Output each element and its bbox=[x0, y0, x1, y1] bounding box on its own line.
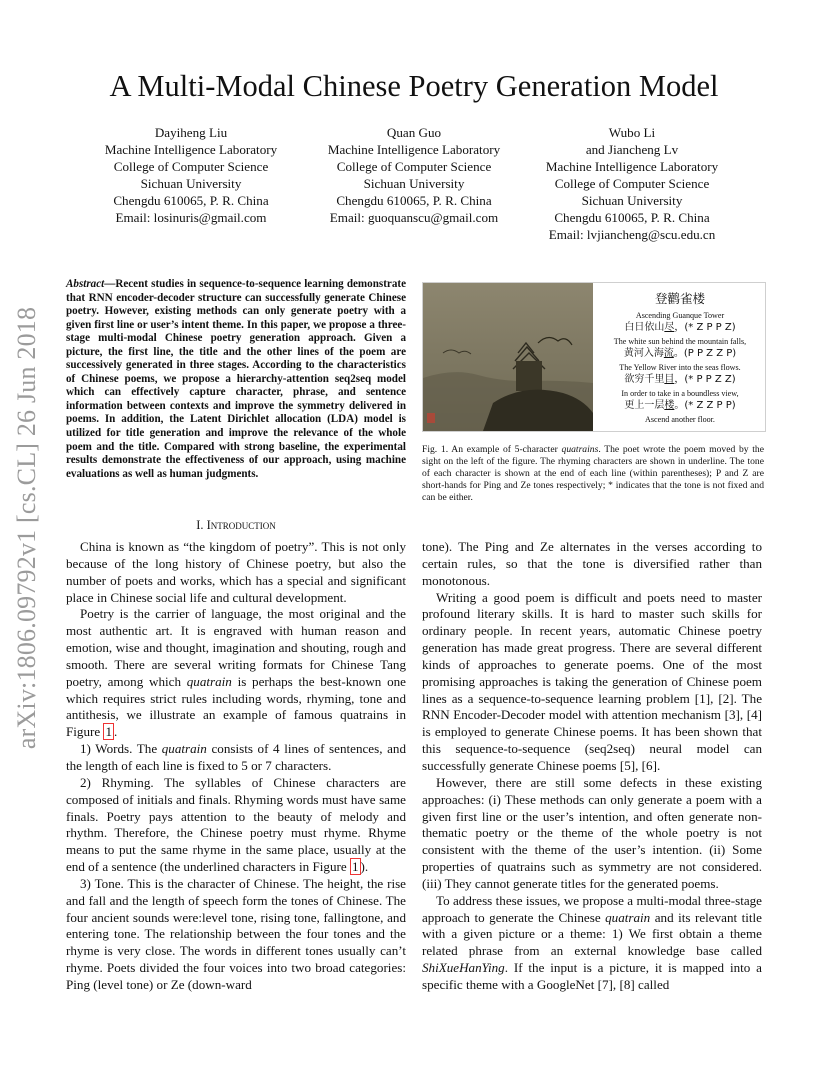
poem-line-text: 欲穷千里 bbox=[624, 374, 665, 385]
emphasis: quatrain bbox=[161, 741, 207, 757]
author-name: Quan Guo bbox=[386, 125, 442, 140]
text-run: is perhaps the best-known one which requires strict rules including words, rhyming, tone and antithesis, we illustrate an example of famous quatrains in Figure bbox=[66, 673, 406, 740]
text-run: ). bbox=[360, 859, 369, 875]
author-affiliation: Sichuan University bbox=[363, 176, 465, 191]
figure-ref-link[interactable]: 1 bbox=[105, 724, 113, 740]
paragraph bbox=[66, 741, 406, 775]
author-affiliation: Sichuan University bbox=[140, 176, 242, 191]
paper-title: A Multi-Modal Chinese Poetry Generation Model bbox=[109, 69, 719, 103]
text-run: and its relevant title with a given picture or a theme: 1) We first obtain a theme related phrase from an external knowledge base called bbox=[422, 909, 762, 959]
author-email: Email: losinuris@gmail.com bbox=[115, 210, 267, 225]
author-affiliation: Sichuan University bbox=[581, 193, 683, 208]
poem-line-text: 更上一层 bbox=[624, 400, 665, 411]
author-address: Chengdu 610065, P. R. China bbox=[336, 193, 492, 208]
author-email: Email: lvjiancheng@scu.edu.cn bbox=[548, 227, 716, 242]
text-run: is employed to generate Chinese poems. It has been shown that this sequence-to-sequence (seq2seq) neural model can successfully generate Chinese poems bbox=[422, 724, 762, 773]
poem-panel bbox=[595, 283, 765, 431]
poem-line-chinese bbox=[595, 399, 765, 412]
poem-line-chinese bbox=[595, 347, 765, 360]
poem-line-english: The white sun behind the mountain falls, bbox=[613, 337, 747, 346]
author-affiliation: College of Computer Science bbox=[336, 159, 492, 174]
text-run: called bbox=[634, 976, 670, 992]
rhyme-character: 目 bbox=[664, 374, 675, 385]
author-address: Chengdu 610065, P. R. China bbox=[113, 193, 269, 208]
figure-ref-link[interactable]: 1 bbox=[351, 859, 359, 875]
abstract-text: —Recent studies in sequence-to-sequence learning demonstrate that RNN encoder-decoder structure can successfully generate Chinese poetry. However, existing methods can only generate poetry with a given first line or user’s intent theme. In this paper, we propose a three-stage multi-modal Chinese poetry generation approach. Given a picture, the first line, the title and the other lines of the poem are successively generated in three stages. According to the characteristics of Chinese poems, we propose a hierarchy-attention seq2seq model which can effectively capture character, phrase, and sentence information between contexts and improve the symmetry delivered in poems. In addition, the Latent Dirichlet allocation (LDA) model is utilized for title generation and improve the relevance of the whole poem and the title. Compared with strong baseline, the experimental results demonstrate the effectiveness of our approach, using machine evaluations as well as human judgments. bbox=[66, 278, 406, 480]
author-affiliation: College of Computer Science bbox=[113, 159, 269, 174]
author-block-2 bbox=[304, 124, 524, 226]
author-affiliation: Machine Intelligence Laboratory bbox=[104, 142, 278, 157]
text-run: Writing a good poem is difficult and poets need to master profound literary skills. It is hard to master such skills for ordinary people. In recent years, automatic Chinese poetry generation has made great progress. There are several different kinds of approaches to generate poems. One of the most promising approaches is taking the generation of Chinese poem lines as a sequence-to-sequence learning problem bbox=[422, 589, 762, 706]
text-run: , bbox=[739, 707, 747, 723]
paragraph: China is known as “the kingdom of poetry”. This is not only because of the long history of Chinese poetry, but also the number of poets and works, which has a special and significant place in Chinese social life and cultural development. bbox=[66, 539, 406, 605]
paragraph: Writing a good poem is difficult and poets need to master profound literary skills. It is hard to master such skills for ordinary people. In recent years, automatic Chinese poetry generation has made great progress. There are several different kinds of approaches to generate poems. One of the most promising approaches is taking the generation of Chinese poem lines as a sequence-to-sequence learning problem [1], [2]. The RNN Encoder-Decoder model with attention mechanism [3], [4] is employed to generate Chinese poems. It has been shown that this sequence-to-sequence (seq2seq) neural model can successfully generate Chinese poems [5], [6]. bbox=[422, 589, 763, 773]
text-run: , bbox=[710, 690, 719, 706]
text-run: , bbox=[635, 757, 642, 773]
citation-link[interactable]: 5 bbox=[624, 757, 631, 773]
paragraph: To address these issues, we propose a multi-modal three-stage approach to generate the Chinese quatrain and its relevant title with a given picture or a theme: 1) We first obtain a theme related phrase from an external knowledge base called ShiXueHanYing. If the input is a picture, it is mapped into a specific theme with a GoogleNet [7], [8] called bbox=[422, 892, 762, 992]
tone-pattern: 。(P P Z Z P) bbox=[673, 348, 737, 359]
poem-title-english: Ascending Guanque Tower bbox=[635, 311, 725, 320]
emphasis: quatrain bbox=[186, 673, 232, 689]
arxiv-identifier: arXiv:1806.09792v1 [cs.CL] 26 Jun 2018 bbox=[12, 306, 41, 750]
emphasis: quatrain bbox=[605, 909, 651, 925]
rhyme-character: 楼 bbox=[664, 400, 675, 411]
citation-link[interactable]: 6 bbox=[646, 757, 653, 773]
caption-text: An example of 5-character bbox=[451, 444, 562, 455]
tone-pattern: ，(* P P Z Z) bbox=[674, 374, 736, 385]
paragraph: However, there are still some defects in these existing approaches: (i) These methods can only generate a poem with a given first line or the user’s intention, and often generate non-thematic poetry or the theme of the whole poetry is not consistent with the theme of the user’s intention. (ii) Some properties of quatrains such as symmetry are not considered. (iii) They cannot generate titles for the generated poems. bbox=[422, 774, 762, 891]
text-run: , bbox=[612, 976, 620, 992]
text-run: . The RNN Encoder-Decoder model with attention mechanism bbox=[422, 690, 763, 723]
author-email: Email: guoquanscu@gmail.com bbox=[329, 210, 499, 225]
abstract bbox=[66, 278, 406, 481]
text-run: consists of 4 lines of sentences, and the length of each line is fixed to 5 or 7 characters. bbox=[66, 741, 406, 773]
poem-line-text: 黄河入海 bbox=[623, 348, 664, 359]
paragraph bbox=[66, 606, 406, 741]
paragraph: 3) Tone. This is the character of Chinese. The height, the rise and fall and the length of speech form the tones of Chinese. The four ancient sounds were:level tone, rising tone, fallingtone, and entering tone. The relationship between the four tones and the rhyme is very close. The words in different tones usually can’t rhyme. Poets divided the four voices into two broad categories: Ping (level tone) or Ze (down-ward bbox=[66, 875, 406, 992]
poem-line-english: Ascend another floor. bbox=[645, 415, 715, 424]
author-name: Wubo Li bbox=[608, 125, 656, 140]
rhyme-character: 尽 bbox=[664, 322, 675, 333]
figure-1 bbox=[422, 282, 766, 432]
author-block-1 bbox=[81, 124, 301, 226]
author-affiliation: Machine Intelligence Laboratory bbox=[545, 159, 719, 174]
citation-link[interactable]: 4 bbox=[751, 707, 758, 723]
landscape-painting-image bbox=[423, 283, 593, 431]
text-run: . If the input is a picture, it is mapped into a specific theme with a GoogleNet bbox=[422, 960, 762, 992]
author-affiliation: College of Computer Science bbox=[554, 176, 710, 191]
caption-label: Fig. 1. bbox=[422, 444, 449, 455]
emphasis: ShiXueHanYing bbox=[422, 960, 505, 976]
section-number: I. bbox=[196, 518, 204, 532]
citation-link[interactable]: 3 bbox=[728, 707, 736, 723]
figure-caption bbox=[422, 444, 764, 504]
author-name: and Jiancheng Lv bbox=[585, 142, 679, 157]
text-run: 1) Words. The bbox=[80, 741, 162, 757]
author-block-3 bbox=[522, 124, 742, 243]
rhyme-character: 流 bbox=[663, 348, 674, 359]
citation-link[interactable]: 2 bbox=[722, 690, 730, 706]
poem-line-chinese bbox=[595, 373, 765, 386]
section-title: Introduction bbox=[206, 518, 276, 532]
caption-text: . The poet wrote the poem moved by the sight on the left of the figure. The rhyming characters are shown in underline. The tone of each character is shown at the end of each line (within parentheses); P and Z are short-hands for Ping and Ze tones respectively; * indicates that the tone is not fixed and can be either. bbox=[422, 444, 764, 504]
text-run: 2) Rhyming. The syllables of Chinese characters are composed of initials and finals. Rhyming words must have same finals. Poetry pays attention to the beauty of melody and rhythm. Therefore, the Chinese poetry must rhyme. Rhyme means to put the same rhyme in the same place, usually at the end of a sentence (the underlined characters in Figure bbox=[66, 774, 406, 875]
right-column-text bbox=[422, 539, 762, 994]
author-address: Chengdu 610065, P. R. China bbox=[554, 210, 710, 225]
paragraph: tone). The Ping and Ze alternates in the verses according to certain rules, so that the tone is diversified rather than monotonous. bbox=[422, 539, 762, 588]
tone-pattern: ，(* Z P P Z) bbox=[674, 322, 736, 333]
poem-title-chinese: 登鹳雀楼 bbox=[654, 291, 705, 306]
author-name: Dayiheng Liu bbox=[154, 125, 228, 140]
paragraph bbox=[66, 775, 406, 876]
poem-line-chinese bbox=[595, 321, 765, 334]
text-run: Poetry is the carrier of language, the most original and the most authentic art. It is engraved with human reason and emotion, wise and thought, imagination and shouting, rough and smooth. There are several writing formats for Chinese Tang poetry, among which bbox=[66, 606, 406, 689]
tone-pattern: 。(* Z Z P P) bbox=[674, 400, 736, 411]
text-run: . bbox=[656, 757, 661, 773]
section-heading bbox=[66, 518, 406, 533]
poem-line-text: 白日依山 bbox=[624, 322, 665, 333]
caption-emphasis: quatrains bbox=[561, 444, 599, 455]
poem-line-english: The Yellow River into the seas flows. bbox=[619, 363, 741, 372]
text-run: . bbox=[114, 724, 118, 740]
left-column-text bbox=[66, 539, 406, 994]
poem-line-english: In order to take in a boundless view, bbox=[621, 389, 739, 398]
author-affiliation: Machine Intelligence Laboratory bbox=[327, 142, 501, 157]
citation-link[interactable]: 1 bbox=[699, 690, 706, 706]
citation-link[interactable]: 7 bbox=[602, 976, 609, 992]
abstract-label: Abstract bbox=[66, 278, 105, 290]
text-run: To address these issues, we propose a multi-modal three-stage approach to generate the Chinese bbox=[422, 892, 762, 925]
citation-link[interactable]: 8 bbox=[623, 976, 631, 992]
